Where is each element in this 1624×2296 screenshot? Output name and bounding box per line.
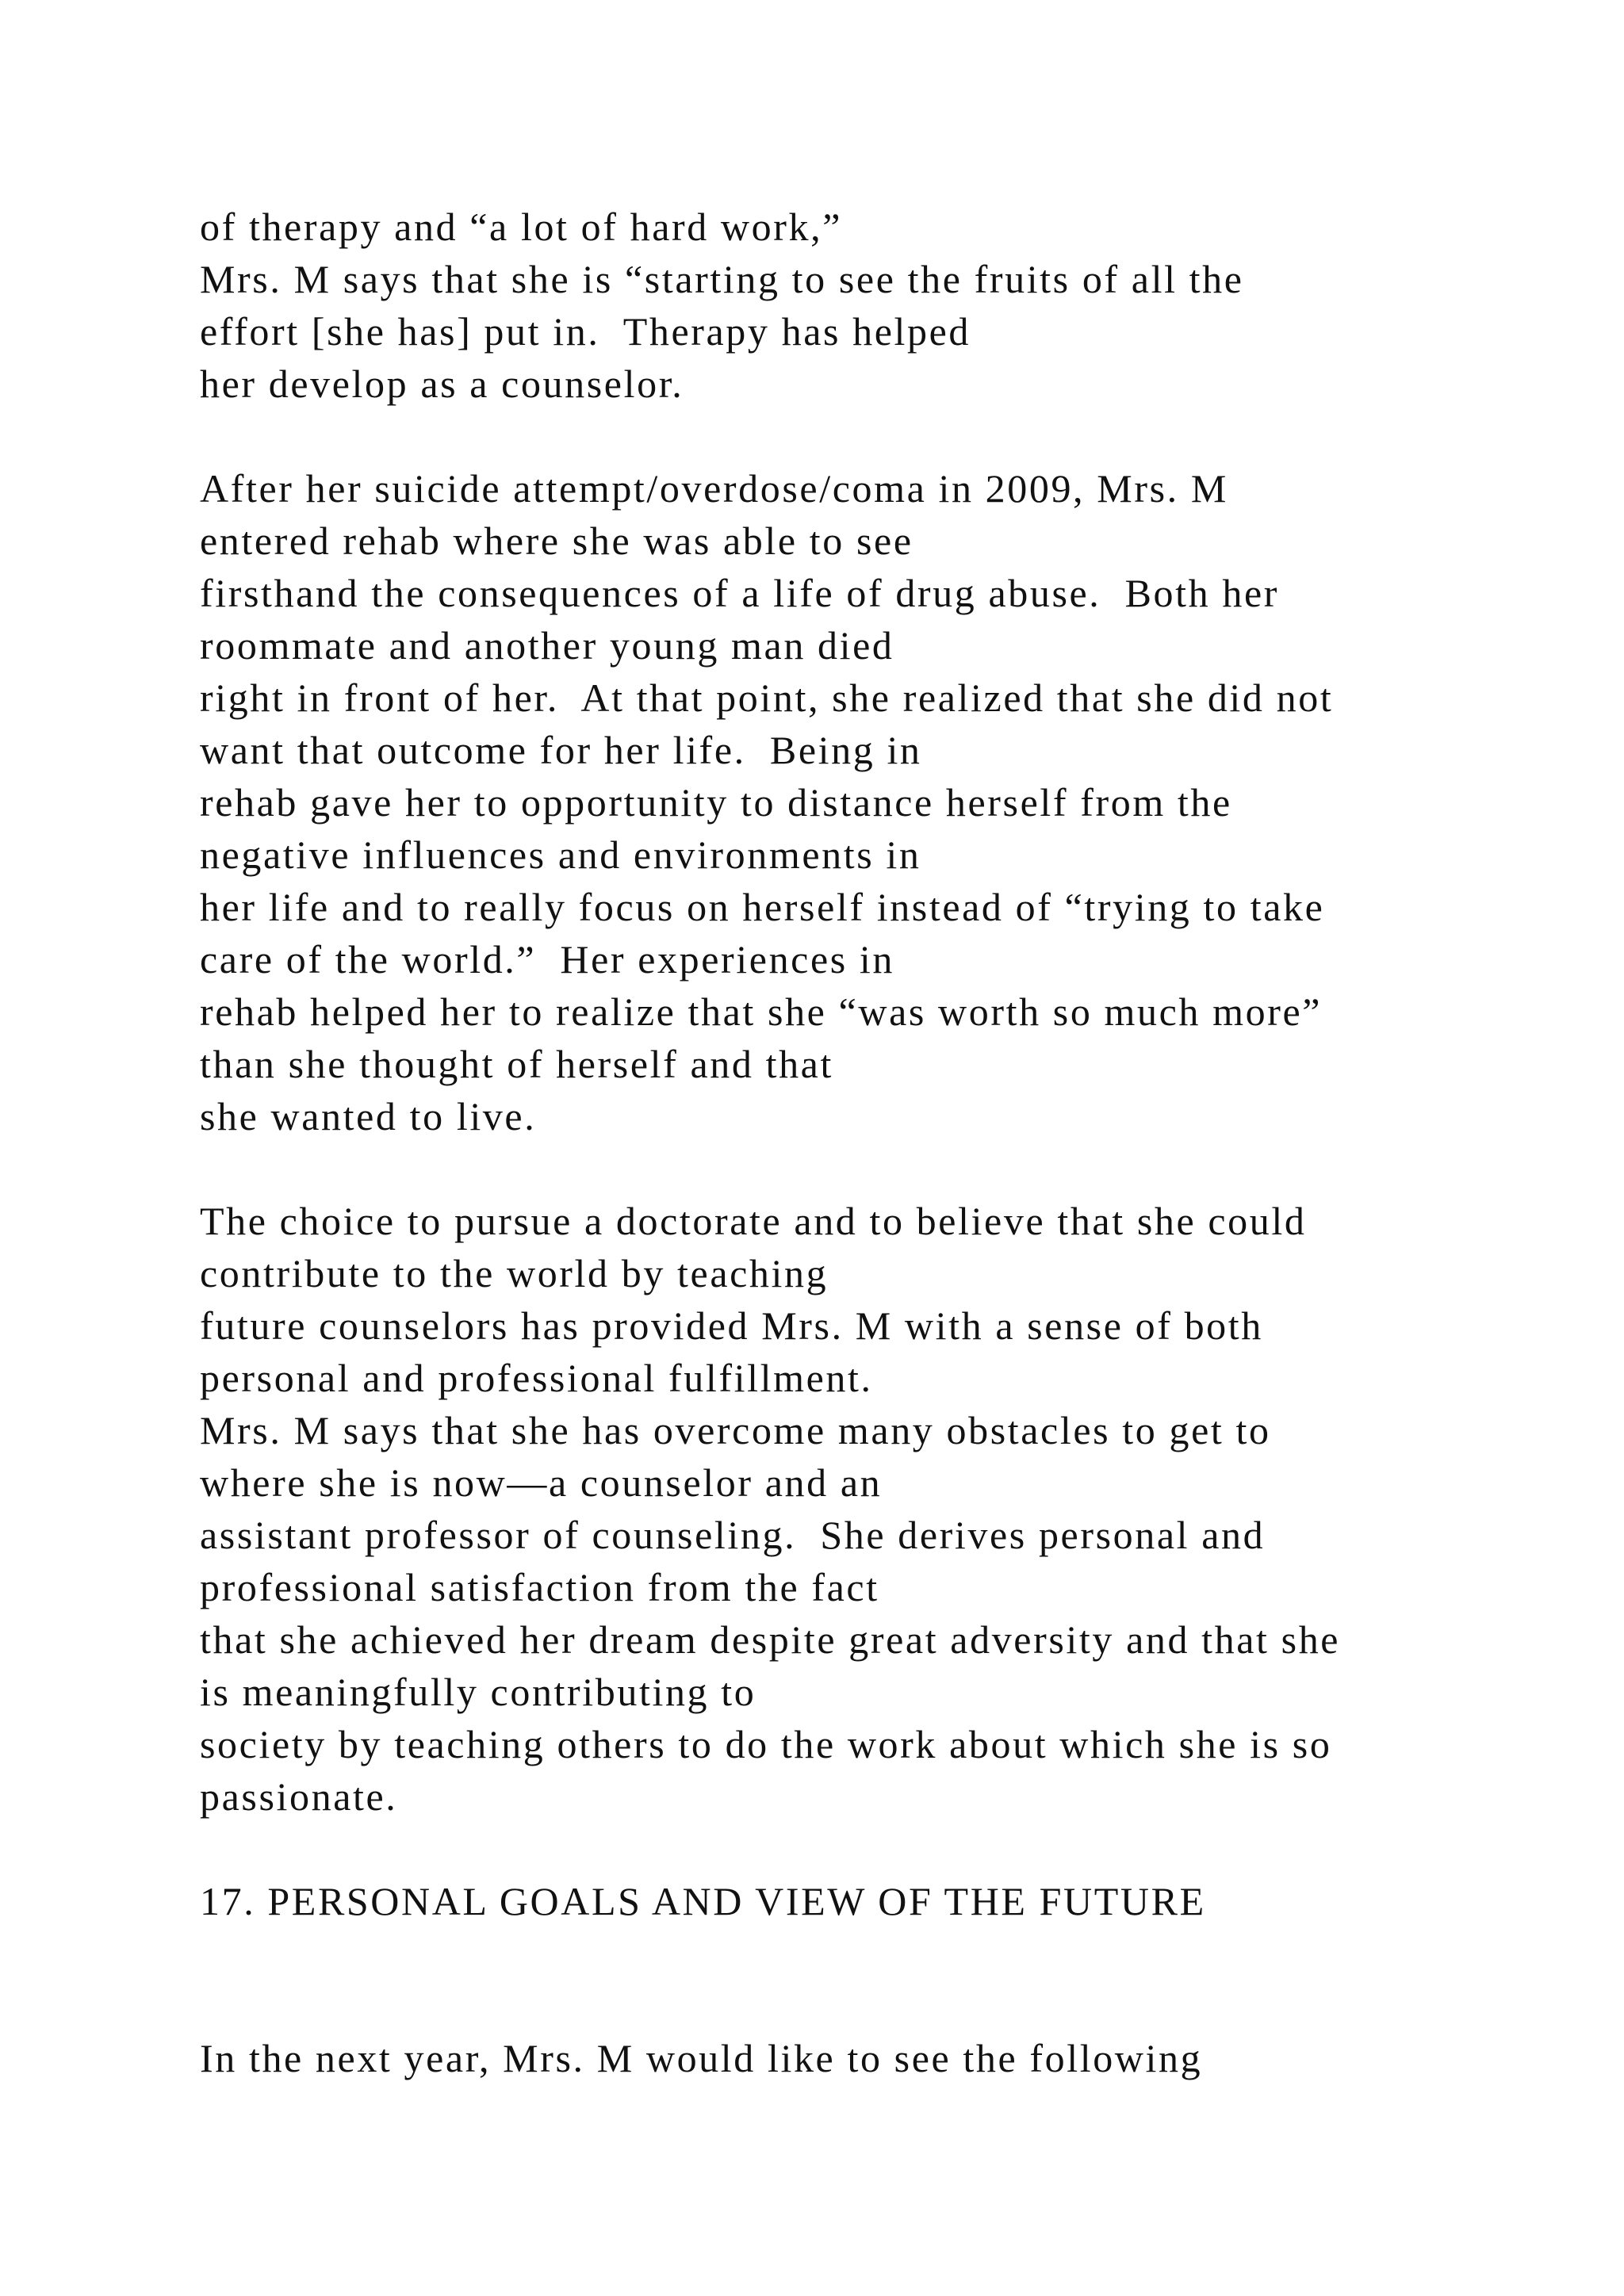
blank-line <box>200 410 1595 462</box>
section-heading: 17. PERSONAL GOALS AND VIEW OF THE FUTURE <box>200 1879 1206 1923</box>
text-line: that she achieved her dream despite great adversity and that she <box>200 1617 1341 1662</box>
document-body <box>200 201 1595 2084</box>
text-line: Mrs. M says that she has overcome many obstacles to get to <box>200 1408 1271 1452</box>
text-line: effort [she has] put in. Therapy has helped <box>200 309 971 354</box>
text-line: of therapy and “a lot of hard work,” <box>200 205 842 249</box>
text-line: her life and to really focus on herself instead of “trying to take <box>200 885 1325 929</box>
text-line: assistant professor of counseling. She derives personal and <box>200 1513 1266 1557</box>
text-line: she wanted to live. <box>200 1094 537 1138</box>
blank-line <box>200 1927 1595 1980</box>
text-line: than she thought of herself and that <box>200 1042 833 1086</box>
blank-line <box>200 1142 1595 1195</box>
text-line: professional satisfaction from the fact <box>200 1565 879 1609</box>
text-line: rehab helped her to realize that she “was worth so much more” <box>200 989 1323 1034</box>
text-line: Mrs. M says that she is “starting to see the fruits of all the <box>200 257 1244 301</box>
text-line: is meaningfully contributing to <box>200 1670 756 1714</box>
text-line: roommate and another young man died <box>200 623 894 668</box>
text-line: After her suicide attempt/overdose/coma in 2009, Mrs. M <box>200 466 1228 511</box>
text-line: entered rehab where she was able to see <box>200 519 914 563</box>
text-line: society by teaching others to do the work about which she is so <box>200 1722 1332 1766</box>
text-line: rehab gave her to opportunity to distance herself from the <box>200 780 1232 825</box>
text-line: firsthand the consequences of a life of drug abuse. Both her <box>200 571 1279 615</box>
text-line: The choice to pursue a doctorate and to believe that she could <box>200 1199 1307 1243</box>
text-line: her develop as a counselor. <box>200 362 684 406</box>
text-line: negative influences and environments in <box>200 832 921 877</box>
text-line: future counselors has provided Mrs. M with a sense of both <box>200 1303 1263 1348</box>
blank-line <box>200 1980 1595 2032</box>
blank-line <box>200 1823 1595 1875</box>
text-line: want that outcome for her life. Being in <box>200 728 922 772</box>
text-line: contribute to the world by teaching <box>200 1251 829 1295</box>
text-line: where she is now—a counselor and an <box>200 1460 883 1505</box>
text-line: In the next year, Mrs. M would like to see the following <box>200 2036 1203 2080</box>
text-line: passionate. <box>200 1774 398 1819</box>
text-line: right in front of her. At that point, she realized that she did not <box>200 675 1334 720</box>
text-line: care of the world.” Her experiences in <box>200 937 895 982</box>
text-line: personal and professional fulfillment. <box>200 1356 873 1400</box>
